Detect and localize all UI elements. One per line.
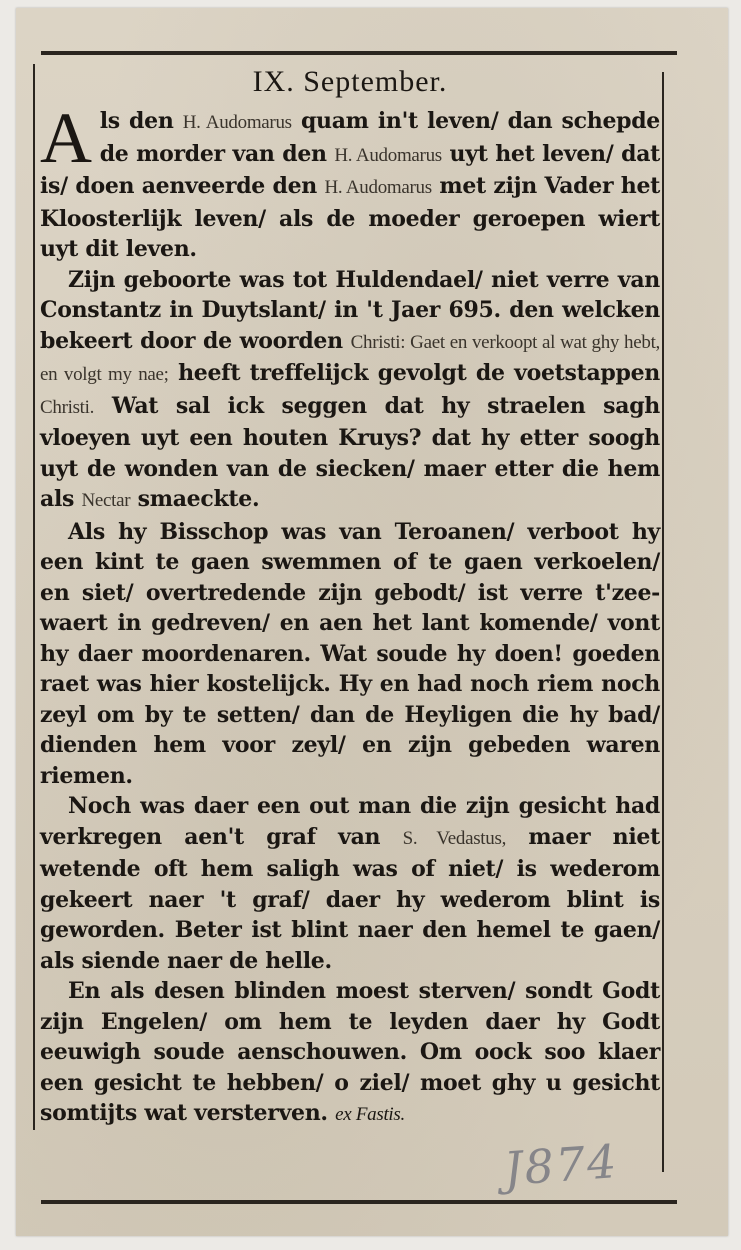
text-run: Noch was daer een out man die zijn gesicht had verkregen aen't graf van [40,793,660,850]
paper-clipping [16,8,728,1236]
saint-name: H. Audomarus [324,177,432,198]
paragraph-5 [40,976,660,1131]
text-run: Wat sal ick seggen dat hy straelen sagh vloeyen uyt een houten Kruys? dat hy etter soogh uyt de wonden van de siecken/ maer etter die hem als [40,392,660,512]
text-run: Zijn geboorte was tot Huldendael/ niet verre van Constantz in Duytslant/ in 't Jaer 695. den welcken bekeert door de woorden [40,266,660,354]
date-heading: IX. September. [252,65,448,98]
top-border-rule [41,51,677,55]
paragraph-3: Als hy Bisschop was van Teroanen/ verboot hy een kint te gaen swemmen of te gaen verkoelen/ en siet/ overtredende zijn gebodt/ ist verre t'zee-waert in gedreven/ en aen het lant komende/ vont hy daer moordenaren. Wat soude hy doen! goeden raet was hier kostelijck. Hy en had noch riem noch zeyl om by te setten/ dan de Heyligen die hy bad/ dienden hem voor zeyl/ en zijn gebeden waren riemen. [40,518,660,789]
paragraph-4 [40,791,660,976]
text-run: heeft treffelijck gevolgt de voetstappen [168,360,660,386]
text-run: maer niet wetende oft hem saligh was of niet/ is wederom gekeert naer 't graf/ daer hy wederom blint is geworden. Beter ist blint naer den hemel te gaen/ als siende naer de helle. [40,823,660,974]
text-run: smaeckte. [130,486,260,512]
saint-name: S. Vedastus, [402,827,507,849]
left-border-line [33,64,35,1130]
text-run: quam in't leven/ dan schepde de morder van den [99,108,660,167]
source-attribution: ex Fastis. [335,1104,405,1125]
saint-name: H. Audomarus [182,112,292,133]
paragraph-1 [40,98,661,265]
text-run: met zijn Vader het Kloosterlijk leven/ als de moeder geroepen wiert uyt dit leven. [40,173,661,262]
handwritten-inventory-number: J874 [502,1134,620,1196]
text-run: En als desen blinden moest sterven/ sondt Godt zijn Engelen/ om hem te leyden daer hy Godt eeuwigh soude aenschouwen. Om oock soo klaer een gesicht te hebben/ o ziel/ moet ghy u gesicht somtijts wat versterven. [40,978,660,1126]
drop-cap: A [40,98,92,178]
roman-word: Nectar [81,490,131,511]
right-border-line [662,72,664,1172]
paragraph-2 [40,265,660,517]
bottom-border-rule [41,1200,677,1204]
saint-name: H. Audomarus [334,144,442,166]
text-run: ls den [99,108,183,134]
scripture-quote: Christi: Gaet en verkoopt al wat ghy hebt, en volgt my nae; [40,331,660,385]
roman-word: Christi. [40,396,95,418]
text-block [40,66,660,1131]
text-run: uyt het leven/ dat is/ doen aenveerde den [40,140,661,199]
